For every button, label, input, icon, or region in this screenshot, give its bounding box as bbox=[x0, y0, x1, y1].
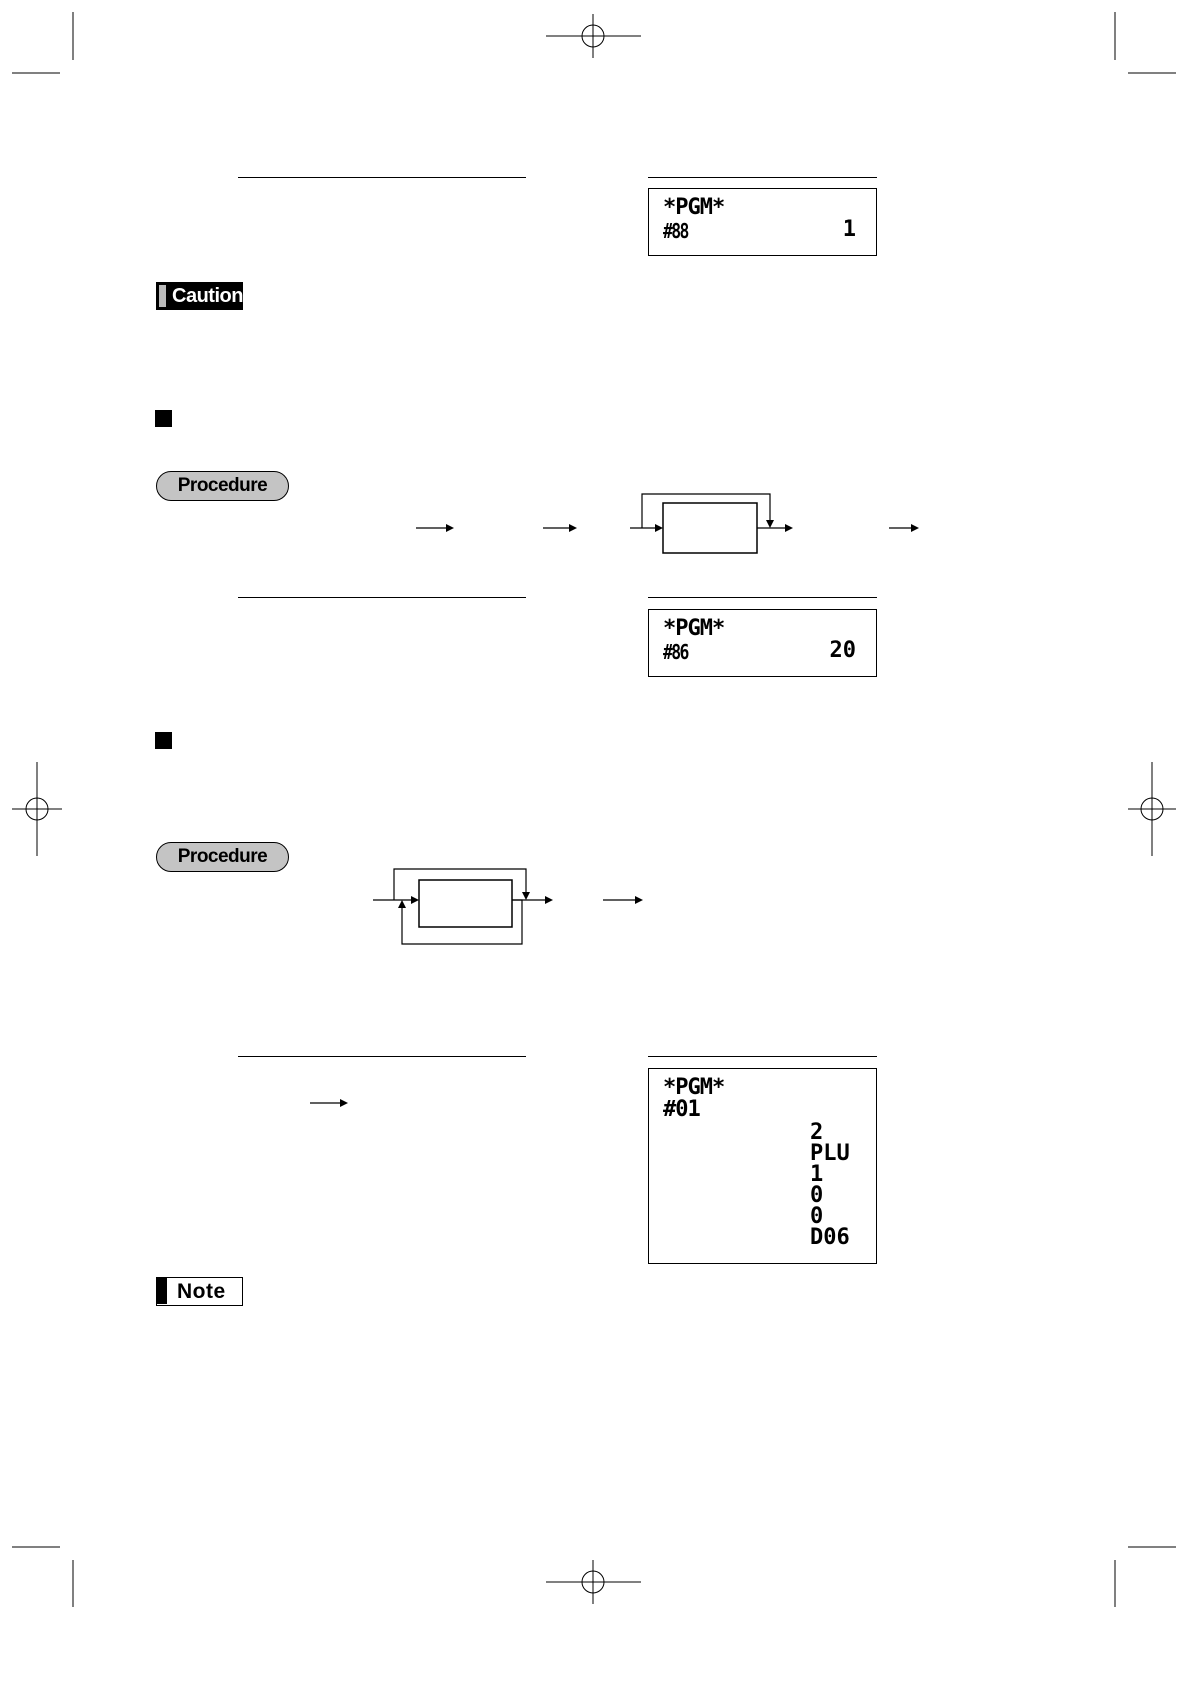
display-title: *PGM* bbox=[663, 195, 725, 220]
key-operation-rule bbox=[238, 1056, 526, 1057]
loop-line bbox=[394, 869, 526, 900]
display-value-stack bbox=[810, 1122, 850, 1248]
caution-text: Caution bbox=[172, 285, 243, 307]
display-title: *PGM* bbox=[663, 616, 725, 641]
display-code: #01 bbox=[663, 1097, 700, 1122]
display-value: 1 bbox=[842, 217, 856, 242]
display-line: 2 bbox=[810, 1120, 824, 1145]
registration-target bbox=[12, 762, 62, 856]
display-88 bbox=[648, 188, 877, 256]
procedure-label bbox=[156, 842, 289, 872]
arrow-head bbox=[635, 896, 643, 904]
arrow-head bbox=[411, 896, 419, 904]
section-bullet-square-icon bbox=[155, 410, 172, 427]
note-label bbox=[156, 1277, 243, 1306]
key-box bbox=[419, 880, 512, 927]
arrow-head bbox=[398, 900, 406, 908]
key-box bbox=[663, 503, 757, 553]
arrow-head bbox=[785, 524, 793, 532]
arrow-head bbox=[911, 524, 919, 532]
display-86 bbox=[648, 609, 877, 677]
caution-bar-icon bbox=[159, 285, 166, 307]
arrow-head bbox=[766, 520, 774, 528]
note-bar-icon bbox=[157, 1278, 167, 1304]
loop-line bbox=[402, 900, 522, 944]
registration-target bbox=[1128, 762, 1176, 856]
flowchart-2 bbox=[373, 869, 643, 944]
key-operation-rule bbox=[238, 177, 526, 178]
display-line: 0 bbox=[810, 1183, 824, 1208]
display-title: *PGM* bbox=[663, 1075, 725, 1100]
procedure-text: Procedure bbox=[177, 846, 268, 867]
flowchart-1 bbox=[416, 494, 919, 553]
print-rule bbox=[648, 1056, 877, 1057]
registration-target bbox=[546, 14, 641, 58]
display-value: 20 bbox=[829, 638, 856, 663]
key-operation-rule bbox=[238, 597, 526, 598]
procedure-label bbox=[156, 471, 289, 501]
loop-line bbox=[642, 494, 770, 528]
caution-label bbox=[156, 282, 243, 310]
display-01 bbox=[648, 1068, 877, 1264]
arrow-head bbox=[569, 524, 577, 532]
display-line: PLU bbox=[810, 1141, 850, 1166]
section-bullet-square-icon bbox=[155, 732, 172, 749]
note-text: Note bbox=[177, 1280, 226, 1303]
print-rule bbox=[648, 597, 877, 598]
arrow-head bbox=[446, 524, 454, 532]
display-code: #86 bbox=[663, 640, 688, 664]
print-rule bbox=[648, 177, 877, 178]
key-operation-arrow bbox=[310, 1099, 348, 1107]
arrow-head bbox=[545, 896, 553, 904]
display-line: 1 bbox=[810, 1162, 824, 1187]
arrow-head bbox=[655, 524, 663, 532]
procedure-text: Procedure bbox=[177, 475, 268, 496]
display-line: 0 bbox=[810, 1204, 824, 1229]
registration-target bbox=[546, 1560, 641, 1604]
arrow-head bbox=[522, 892, 530, 900]
display-code: #88 bbox=[663, 219, 688, 243]
display-line: D06 bbox=[810, 1225, 850, 1250]
